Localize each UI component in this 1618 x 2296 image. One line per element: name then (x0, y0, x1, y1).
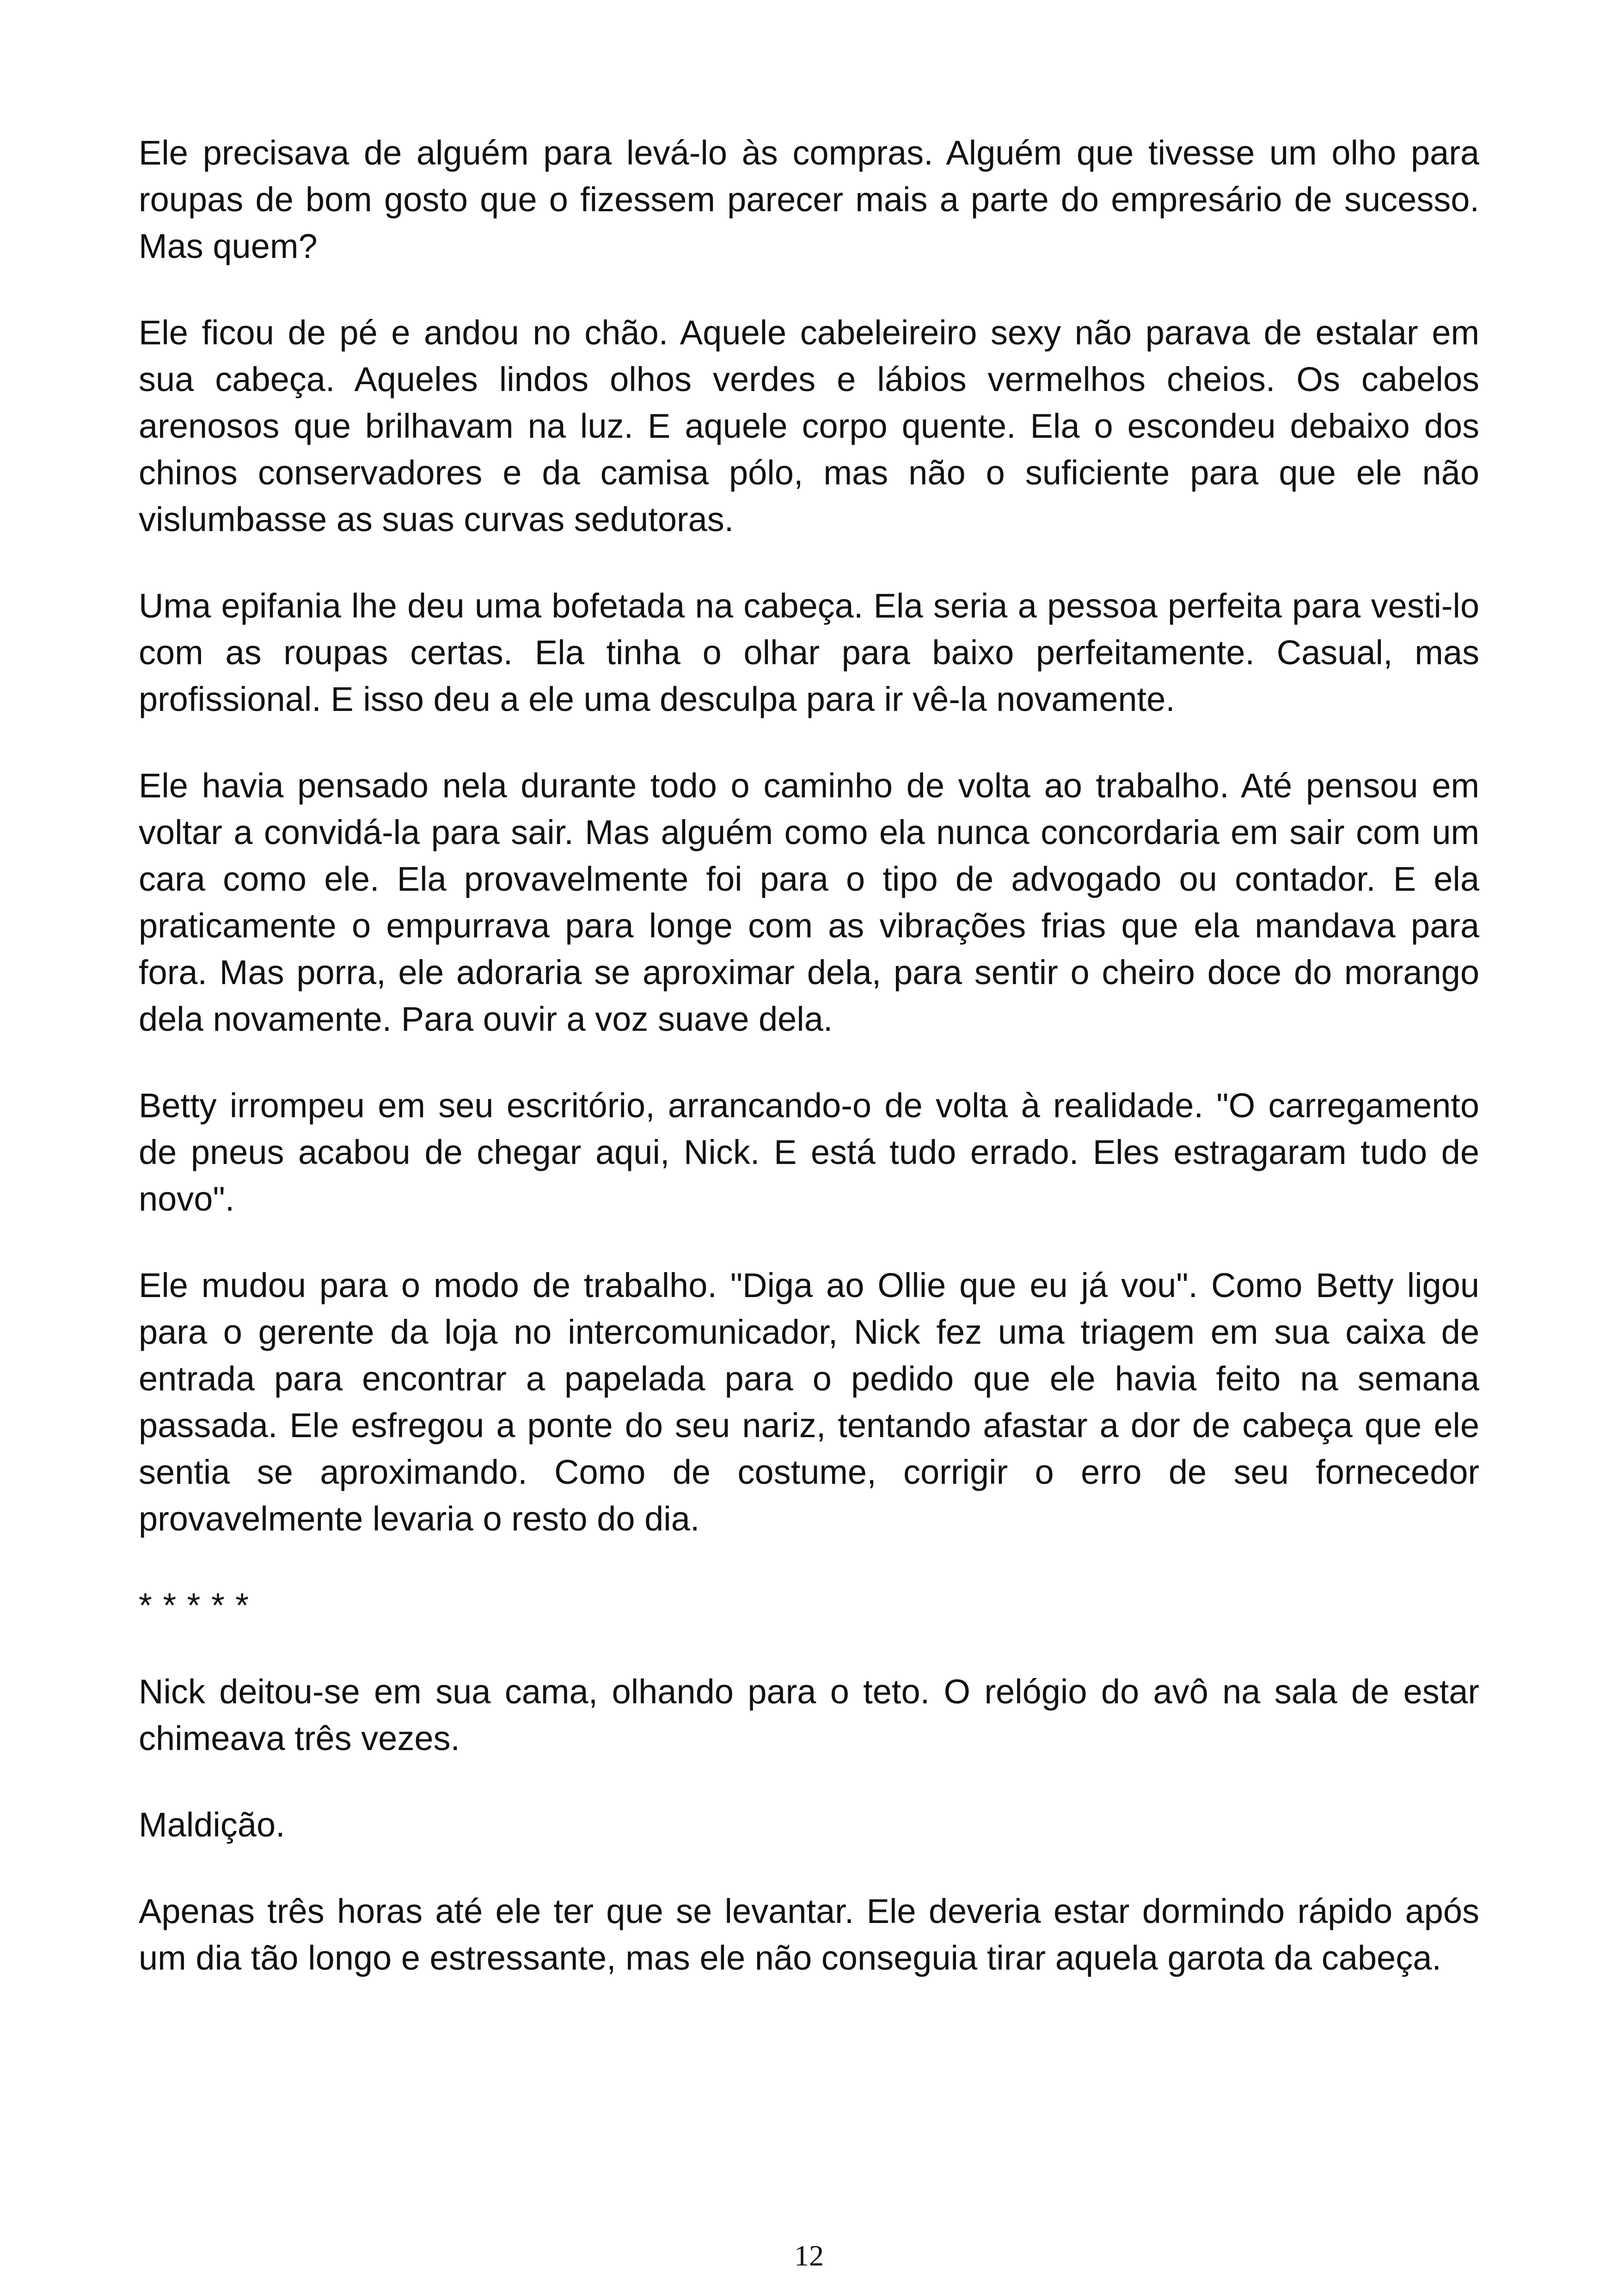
paragraph: Nick deitou-se em sua cama, olhando para o teto. O relógio do avô na sala de estar chimeava três vezes. (139, 1672, 1479, 1757)
paragraph: Ele havia pensado nela durante todo o caminho de volta ao trabalho. Até pensou em voltar a convidá-la para sair. Mas alguém como ela nunca concordaria em sair com um cara como ele. Ela provavelmente foi para o tipo de advogado ou contador. E ela praticamente o empurrava para longe com as vibrações frias que ela mandava para fora. Mas porra, ele adoraria se aproximar dela, para sentir o cheiro doce do morango dela novamente. Para ouvir a voz suave dela. (139, 766, 1479, 1038)
paragraph: Uma epifania lhe deu uma bofetada na cabeça. Ela seria a pessoa perfeita para vesti-lo com as roupas certas. Ela tinha o olhar para baixo perfeitamente. Casual, mas profissional. E isso deu a ele uma desculpa para ir vê-la novamente. (139, 587, 1479, 718)
paragraph: Ele precisava de alguém para levá-lo às compras. Alguém que tivesse um olho para roupas de bom gosto que o fizessem parecer mais a parte do empresário de sucesso. Mas quem? (139, 134, 1479, 265)
paragraph: Ele ficou de pé e andou no chão. Aquele cabeleireiro sexy não parava de estalar em sua cabeça. Aqueles lindos olhos verdes e lábios vermelhos cheios. Os cabelos arenosos que brilhavam na luz. E aquele corpo quente. Ela o escondeu debaixo dos chinos conservadores e da camisa pólo, mas não o suficiente para que ele não vislumbasse as suas curvas sedutoras. (139, 313, 1479, 539)
paragraph: Ele mudou para o modo de trabalho. "Diga ao Ollie que eu já vou". Como Betty ligou para o gerente da loja no intercomunicador, Nick fez uma triagem em sua caixa de entrada para encontrar a papelada para o pedido que ele havia feito na semana passada. Ele esfregou a ponte do seu nariz, tentando afastar a dor de cabeça que ele sentia se aproximando. Como de costume, corrigir o erro de seu fornecedor provavelmente levaria o resto do dia. (139, 1266, 1479, 1538)
paragraph: Maldição. (139, 1806, 285, 1844)
body-text (139, 129, 1479, 2021)
page-number: 12 (794, 2239, 824, 2272)
paragraph: Betty irrompeu em seu escritório, arrancando-o de volta à realidade. "O carregamento de pneus acabou de chegar aqui, Nick. E está tudo errado. Eles estragaram tudo de novo". (139, 1086, 1479, 1218)
scene-break: * * * * * (139, 1586, 250, 1624)
paragraph: Apenas três horas até ele ter que se levantar. Ele deveria estar dormindo rápido após um dia tão longo e estressante, mas ele não conseguia tirar aquela garota da cabeça. (139, 1892, 1479, 1977)
